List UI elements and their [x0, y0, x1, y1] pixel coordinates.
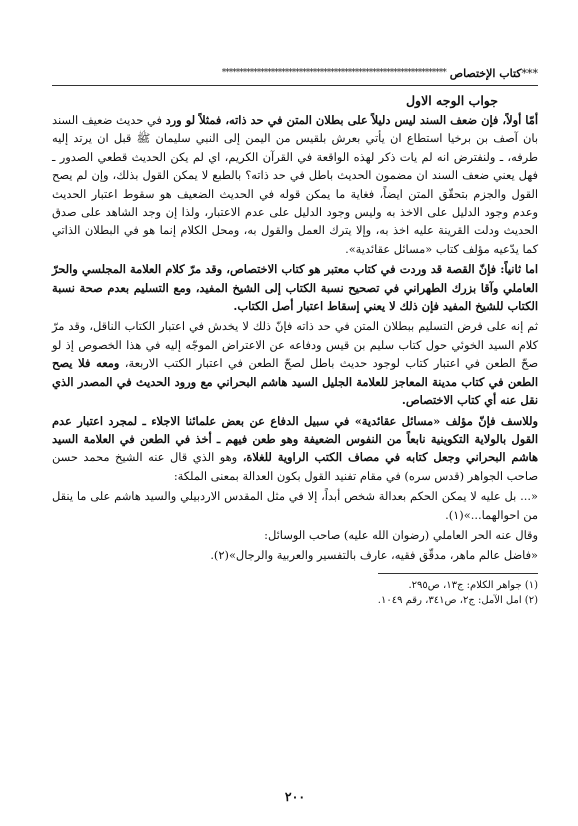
paragraph-first-point-bold: أمّا أولاً، فإن ضعف السند ليس دليلاً على بطلان المتن في حد ذاته، فمثلاً لو ورد — [165, 113, 538, 127]
running-header — [52, 62, 538, 84]
footnote-rule — [378, 573, 538, 574]
paragraph-fourth — [52, 412, 538, 486]
paragraph-fourth-text: وهو الذي قال عنه الشيخ محمد حسن صاحب الجواهر (قدس سره) في مقام تفنيد القول بكون العدالة بمعنى الملكة: — [52, 450, 538, 483]
paragraph-first-point — [52, 111, 538, 258]
quote-hurr-amili: «فاضل عالم ماهر، مدقّق فقيه، عارف بالتفسير والعربية والرجال»(٢). — [210, 548, 538, 563]
footnote-2: (٢) امل الآمل: ج٢، ص٣٤١، رقم ١٠٤٩. — [377, 594, 538, 606]
paragraph-second-point — [52, 260, 538, 315]
document-page — [52, 62, 538, 802]
header-rule — [52, 85, 538, 86]
header-stars: **************************************************************** — [221, 68, 446, 78]
paragraph-hurr-amili: وقال عنه الحر العاملي (رضوان الله عليه) صاحب الوسائل: — [264, 527, 538, 542]
header-marks: *** — [521, 66, 538, 80]
paragraph-second-point-bold: اما ثانياً: فإنّ القصة قد وردت في كتاب معتبر هو كتاب الاختصاص، وقد مرّ كلام العلامة المجلسي والحرّ العاملي وآقا بزرك الطهراني في تصحيح نسبة الكتاب إلى الشيخ المفيد، ومع التسليم بعدم صحة نسبة الكتاب للشيخ المفيد فإن ذلك لا يعني إسقاط اعتبار أصل الكتاب. — [52, 262, 538, 314]
paragraph-third — [52, 317, 538, 409]
paragraph-third-text: ثم إنه على فرض التسليم ببطلان المتن في حد ذاته فإنّ ذلك لا يخدش في اعتبار الكتاب الناقل، وقد مرّ كلام السيد الخوئي حول كتاب سليم بن قيس ودفاعه عن الاعتراض الموجّه إليه في هذا الخصوص إذ لو صحّ الطعن في اعتبار كتاب لوجود حديث باطل لصحّ الطعن في اعتبار الكتب الاربعة، — [52, 319, 538, 371]
paragraph-third-bold: ومعه فلا يصح الطعن في كتاب مدينة المعاجز للعلامة الجليل السيد هاشم البحراني مع ورود الحديث في المصدر الذي نقل عنه أي كتاب الاختصاص. — [52, 356, 538, 408]
page-number: ٢٠٠ — [284, 789, 306, 804]
paragraph-fourth-bold: وللاسف فإنّ مؤلف «مسائل عقائدية» في سبيل الدفاع عن بعض علمائنا الاجلاء ـ لمجرد اعتبار عدم القول بالولاية التكوينية نابعاً من النفوس الضعيفة وهو طعن فيهم ـ أخذ في الطعن في العلامة السيد هاشم البحراني وجعل كتابه في مصاف الكتب الراوية للغلاة، — [52, 413, 538, 465]
header-book-title: كتاب الإختصاص — [449, 66, 522, 80]
section-heading: جواب الوجه الاول — [405, 93, 498, 108]
quote-jawahir: «... بل عليه لا يمكن الحكم بعدالة شخص أبداً، إلا في مثل المقدس الاردبيلي والسيد هاشم على ما ينقل من احوالهما...»(١). — [52, 489, 538, 522]
paragraph-first-point-text: في حديث ضعيف السند بان آصف بن برخيا استطاع ان يأتي بعرش بلقيس من اليمن إلى النبي سليمان ﷺ قبل ان يرتد إليه طرفه، ـ ولنفترض انه لم يات ذكر لهذه الواقعة في القرآن الكريم، اي لم يكن الحديث قطعي الصدور ـ فهل يعني ضعف السند ان مضمون الحديث باطل في حد ذاته؟ بالطبع لا يمكن القول بذلك، وإن لم يصح القول والجزم بتحقّق المتن ايضاً، فغاية ما يمكن قوله في الحديث الضعيف هو سقوط اعتبار الحديث وعدم وجود الدليل على الاخذ به وليس وجود الدليل على عدم الاعتبار، ولذا إن وجد الشاهد على صدق الحديث ودلت القرينة عليه اخذ به، وإلا يترك العمل والقول به، ومحل الكلام إنما هو في البطلان الذاتي كما يدّعيه مؤلف كتاب «مسائل عقائدية». — [52, 113, 538, 256]
footnote-1: (١) جواهر الكلام: ج١٣، ص٢٩٥. — [408, 579, 538, 591]
